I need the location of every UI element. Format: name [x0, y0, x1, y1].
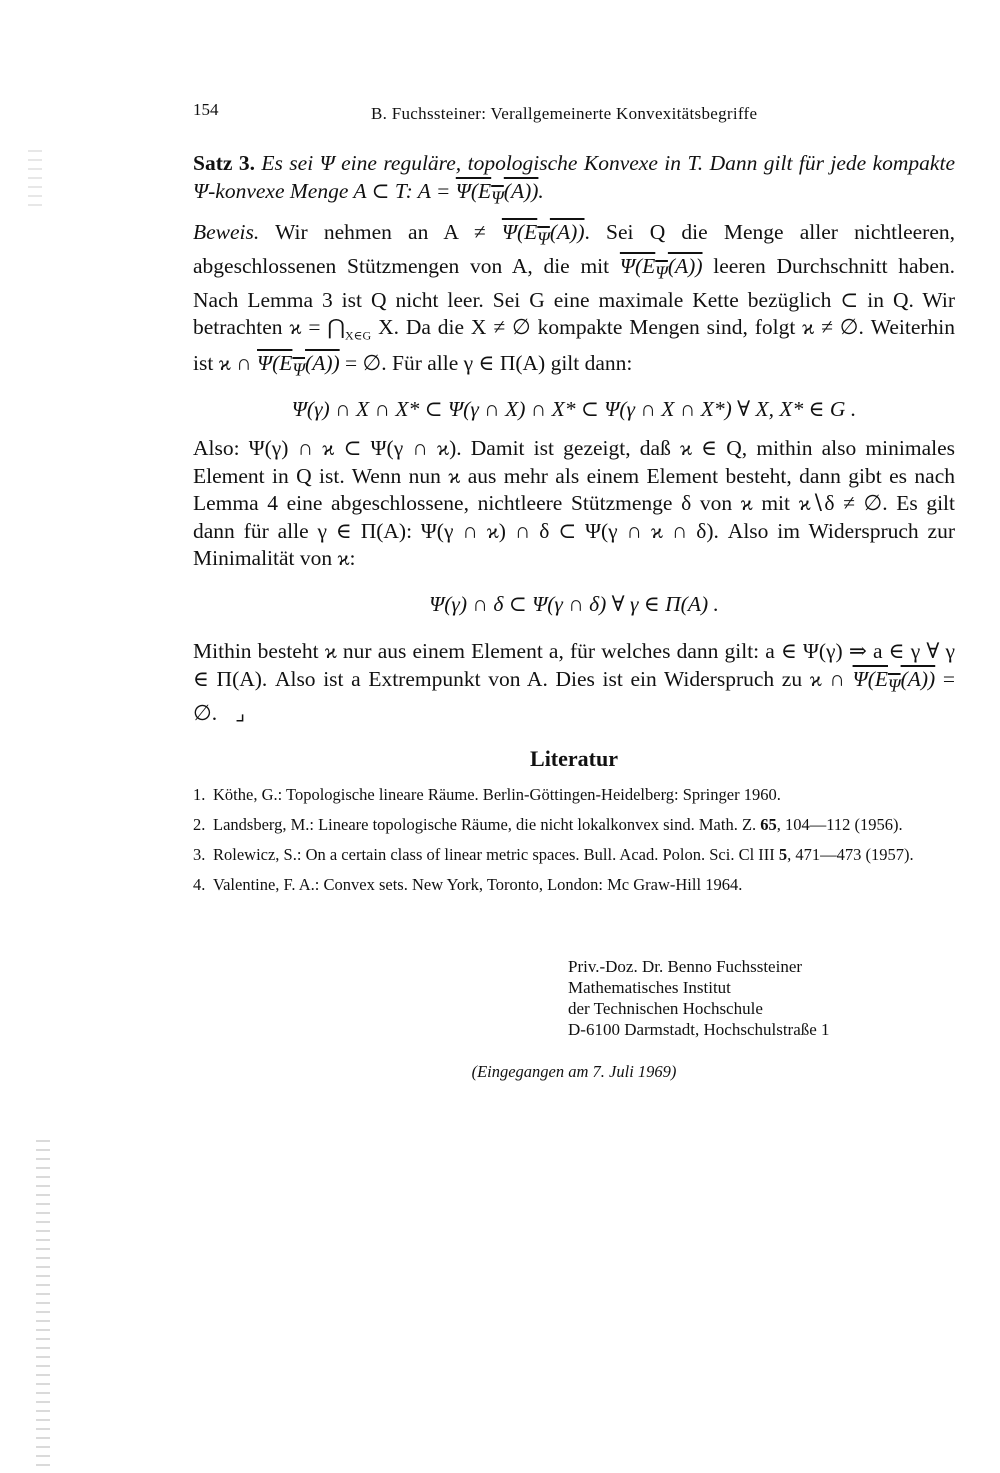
intersection-index: X∈G — [344, 328, 372, 343]
closure-head: Ψ(E — [619, 254, 656, 279]
closure-head: Ψ(E — [455, 178, 492, 203]
reference-item — [193, 875, 955, 895]
received-date: (Eingegangen am 7. Juli 1969) — [471, 1062, 677, 1081]
address-line: Priv.-Doz. Dr. Benno Fuchssteiner — [568, 957, 803, 976]
theorem-text — [193, 151, 955, 207]
author-address — [568, 956, 958, 1040]
page-number: 154 — [193, 100, 219, 119]
scan-margin-artifact — [36, 1140, 50, 1470]
reference-text: Landsberg, M.: Lineare topologische Räume, die nicht lokalkonvex sind. Math. Z. — [213, 815, 761, 834]
proof-paragraph-3 — [193, 638, 955, 727]
reference-text: Valentine, F. A.: Convex sets. New York, Toronto, London: Mc Graw-Hill 1964. — [213, 875, 743, 894]
closure-subscript: Ψ — [888, 675, 901, 696]
proof-text: . Sei Q die Menge aller nichtleeren, abgeschlossenen Stützmengen von A, die mit — [193, 220, 955, 279]
proof-text: X. Da die X ≠ ∅ kompakte Mengen sind, folgt ϰ ≠ ∅. Weiterhin ist ϰ ∩ — [193, 315, 955, 376]
closure-tail: (A)) — [549, 220, 585, 245]
reference-item — [193, 845, 955, 865]
theorem-end: . — [538, 178, 544, 203]
display-formula-1: Ψ(γ) ∩ X ∩ X* ⊂ Ψ(γ ∩ X) ∩ X* ⊂ Ψ(γ ∩ X ∩ X*) ∀ X, X* ∈ G . — [291, 396, 857, 421]
closure-tail: (A)) — [667, 254, 703, 279]
running-title: B. Fuchssteiner: Verallgemeinerte Konvexitätsbegriffe — [371, 104, 758, 123]
closure-tail: (A)) — [900, 666, 936, 691]
proof-text: = ∅. — [193, 666, 955, 725]
closure-expression — [257, 351, 340, 380]
closure-subscript: Ψ — [292, 359, 306, 380]
proof-text: leeren Durchschnitt haben. Nach Lemma 3 ist Q nicht leer. Sei G eine maximale Kette bezüglich ⊂ in Q. Wir betrachten ϰ = ⋂ — [193, 254, 956, 340]
theorem-statement: Es sei Ψ eine reguläre, topologische Konvexe in T. Dann gilt für jede kompakte Ψ-konvexe Menge A ⊂ T: A = — [193, 151, 955, 203]
reference-list — [193, 785, 955, 905]
closure-head: Ψ(E — [257, 351, 293, 376]
reference-volume: 65 — [760, 815, 777, 834]
reference-number: 4. — [193, 875, 206, 894]
proof-paragraph-2: Also: Ψ(γ) ∩ ϰ ⊂ Ψ(γ ∩ ϰ). Damit ist gezeigt, daß ϰ ∈ Q, mithin also minimales Element in Q ist. Wenn nun ϰ aus mehr als einem Element besteht, dann gibt es nach Lemma 4 eine abgeschlossene, nichtleere Stützmenge δ von ϰ mit ϰ∖δ ≠ ∅. Es gilt dann für alle γ ∈ Π(A): Ψ(γ ∩ ϰ) ∩ δ ⊂ Ψ(γ ∩ ϰ ∩ δ). Also im Widerspruch zur Minimalität von ϰ: — [193, 436, 955, 571]
closure-head: Ψ(E — [852, 666, 888, 691]
closure-tail: (A)) — [305, 351, 340, 376]
reference-item — [193, 815, 955, 835]
proof-text: Wir nehmen an A ≠ — [275, 220, 502, 245]
reference-pages: , 104—112 (1956). — [776, 815, 903, 834]
reference-volume: 5 — [778, 845, 788, 864]
proof-text: Mithin besteht ϰ nur aus einem Element a, für welches dann gilt: a ∈ Ψ(γ) ⇒ a ∈ γ ∀ γ ∈ Π(A). Also ist a Extrempunkt von A. Dies ist ein Widerspruch zu ϰ ∩ — [193, 639, 955, 691]
address-line: D-6100 Darmstadt, Hochschulstraße 1 — [568, 1020, 830, 1039]
proof-label: Beweis. — [193, 220, 260, 245]
reference-number: 3. — [193, 845, 206, 864]
proof-paragraph-1 — [193, 219, 955, 384]
closure-expression — [852, 666, 936, 696]
closure-expression — [501, 220, 585, 249]
closure-subscript: Ψ — [537, 228, 550, 249]
closure-head: Ψ(E — [501, 220, 538, 245]
reference-number: 2. — [193, 815, 206, 834]
closure-subscript: Ψ — [655, 262, 668, 283]
reference-item — [193, 785, 955, 805]
end-of-proof-mark: ⌟ — [235, 700, 246, 725]
references-heading: Literatur — [530, 746, 618, 771]
scan-margin-artifact — [28, 150, 42, 210]
main-text — [193, 150, 955, 727]
reference-text: Köthe, G.: Topologische lineare Räume. Berlin-Göttingen-Heidelberg: Springer 1960. — [213, 785, 781, 804]
closure-tail: (A)) — [503, 178, 539, 203]
reference-pages: , 471—473 (1957). — [787, 845, 914, 864]
reference-number: 1. — [193, 785, 206, 804]
display-formula-2: Ψ(γ) ∩ δ ⊂ Ψ(γ ∩ δ) ∀ γ ∈ Π(A) . — [429, 591, 719, 616]
reference-text: Rolewicz, S.: On a certain class of linear metric spaces. Bull. Acad. Polon. Sci. Cl III — [213, 845, 779, 864]
address-line: der Technischen Hochschule — [568, 999, 763, 1018]
proof-text: = ∅. Für alle γ ∈ Π(A) gilt dann: — [339, 351, 633, 376]
closure-expression — [619, 254, 703, 283]
theorem-label: Satz 3. — [193, 151, 255, 175]
closure-expression — [455, 178, 539, 207]
closure-subscript: Ψ — [491, 186, 504, 207]
theorem — [193, 150, 955, 211]
address-line: Mathematisches Institut — [568, 978, 731, 997]
